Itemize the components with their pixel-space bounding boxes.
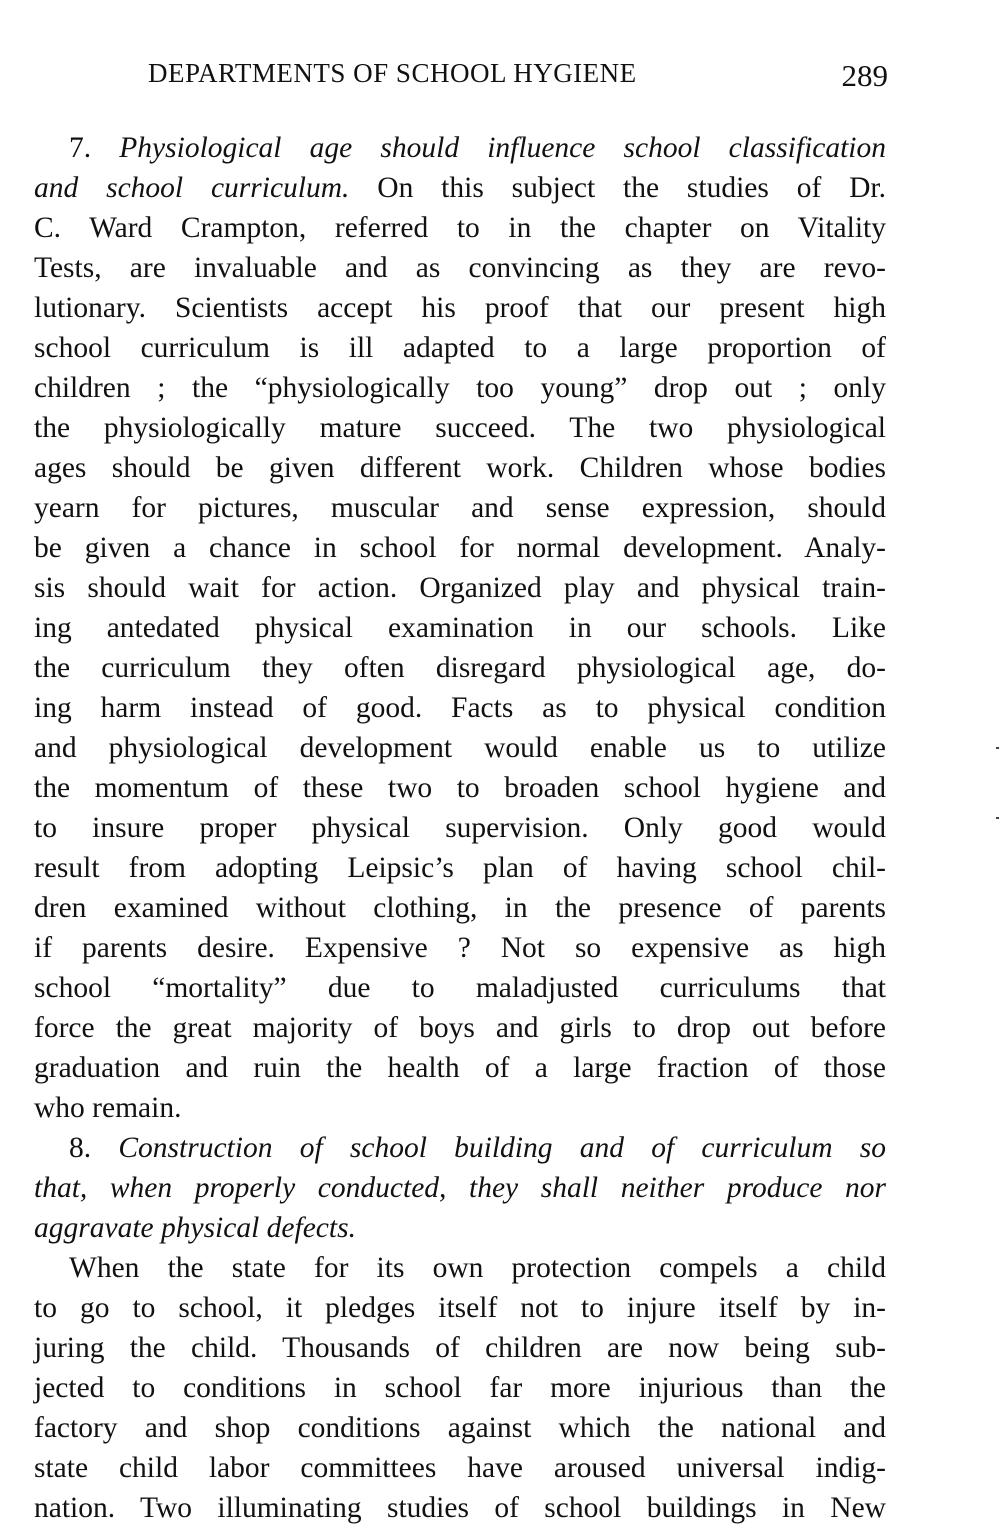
text-line xyxy=(34,648,886,688)
line-text: ing antedated physical examination in our schools. Like xyxy=(34,612,886,644)
text-line xyxy=(34,1248,886,1288)
text-line xyxy=(34,1208,886,1248)
text-line xyxy=(34,488,886,528)
running-head: DEPARTMENTS OF SCHOOL HYGIENE xyxy=(148,58,637,88)
text-line xyxy=(34,768,886,808)
line-text: the curriculum they often disregard physiological age, do- xyxy=(34,652,886,684)
text-line xyxy=(34,528,886,568)
text-line xyxy=(34,1168,886,1208)
line-text: When the state for its own protection compels a child xyxy=(69,1252,886,1284)
line-text: juring the child. Thousands of children are now being sub- xyxy=(34,1332,886,1364)
text-line xyxy=(34,848,886,888)
page-header xyxy=(148,58,888,98)
line-text: who remain. xyxy=(34,1092,182,1124)
line-text: state child labor committees have aroused universal indig- xyxy=(34,1452,886,1484)
line-text: force the great majority of boys and girls to drop out before xyxy=(34,1012,886,1044)
line-text: yearn for pictures, muscular and sense expression, should xyxy=(34,492,886,524)
text-line xyxy=(34,288,886,328)
line-text: jected to conditions in school far more injurious than the xyxy=(34,1372,886,1404)
text-line xyxy=(34,568,886,608)
italic-heading-text: Construction of school building and of curriculum so xyxy=(118,1132,886,1164)
item-number: 8. xyxy=(69,1132,119,1164)
line-text: to go to school, it pledges itself not to injure itself by in- xyxy=(34,1292,886,1324)
text-line xyxy=(34,1488,886,1528)
line-text: dren examined without clothing, in the presence of parents xyxy=(34,892,886,924)
line-text: sis should wait for action. Organized play and physical train- xyxy=(34,572,886,604)
text-line xyxy=(34,328,886,368)
text-line xyxy=(34,888,886,928)
line-text: ing harm instead of good. Facts as to physical condition xyxy=(34,692,886,724)
text-line xyxy=(34,1328,886,1368)
text-line xyxy=(34,1088,886,1128)
scan-artifact xyxy=(996,747,999,749)
text-line xyxy=(34,1368,886,1408)
text-line xyxy=(34,968,886,1008)
line-text: and physiological development would enable us to utilize xyxy=(34,732,886,764)
scan-artifact xyxy=(996,817,999,819)
text-line xyxy=(34,688,886,728)
italic-heading-text: that, when properly conducted, they shall neither produce nor xyxy=(34,1172,886,1204)
line-text: school “mortality” due to maladjusted curriculums that xyxy=(34,972,886,1004)
page-number: 289 xyxy=(841,58,888,93)
text-line xyxy=(34,1408,886,1448)
line-text: C. Ward Crampton, referred to in the chapter on Vitality xyxy=(34,212,886,244)
line-text: factory and shop conditions against which the national and xyxy=(34,1412,886,1444)
text-line xyxy=(34,248,886,288)
line-text: if parents desire. Expensive ? Not so expensive as high xyxy=(34,932,886,964)
italic-heading-text: aggravate physical defects. xyxy=(34,1212,356,1244)
text-line xyxy=(34,168,886,208)
text-line xyxy=(34,1288,886,1328)
text-line xyxy=(34,208,886,248)
text-line xyxy=(34,1128,886,1168)
text-line xyxy=(34,1048,886,1088)
line-text: graduation and ruin the health of a large fraction of those xyxy=(34,1052,886,1084)
line-text: lutionary. Scientists accept his proof that our present high xyxy=(34,292,886,324)
text-line xyxy=(34,1008,886,1048)
text-line xyxy=(34,728,886,768)
line-text: On this subject the studies of Dr. xyxy=(349,172,887,204)
line-text: school curriculum is ill adapted to a large proportion of xyxy=(34,332,886,364)
line-text: the physiologically mature succeed. The two physiological xyxy=(34,412,886,444)
text-line xyxy=(34,128,886,168)
line-text: ages should be given different work. Children whose bodies xyxy=(34,452,886,484)
italic-heading-fragment: and school curriculum. xyxy=(34,172,350,204)
line-text: children ; the “physiologically too young” drop out ; only xyxy=(34,372,886,404)
line-text: nation. Two illuminating studies of school buildings in New xyxy=(34,1492,886,1524)
body-text xyxy=(34,128,886,1528)
text-line xyxy=(34,808,886,848)
text-line xyxy=(34,928,886,968)
line-text: Tests, are invaluable and as convincing as they are revo- xyxy=(34,252,886,284)
line-text: result from adopting Leipsic’s plan of having school chil- xyxy=(34,852,886,884)
line-text: be given a chance in school for normal development. Analy- xyxy=(34,532,886,564)
item-number: 7. xyxy=(69,132,120,164)
text-line xyxy=(34,1448,886,1488)
line-text: to insure proper physical supervision. Only good would xyxy=(34,812,886,844)
text-line xyxy=(34,448,886,488)
line-text: the momentum of these two to broaden school hygiene and xyxy=(34,772,886,804)
italic-heading-text: Physiological age should influence school classification xyxy=(119,132,887,164)
text-line xyxy=(34,608,886,648)
text-line xyxy=(34,368,886,408)
text-line xyxy=(34,408,886,448)
